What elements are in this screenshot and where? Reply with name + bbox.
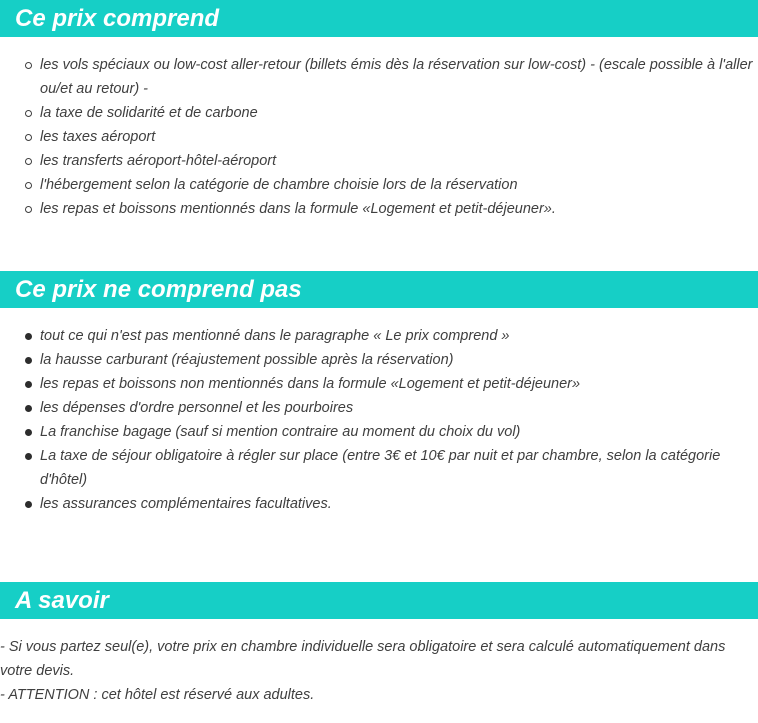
circle-bullet-icon xyxy=(25,182,32,189)
list-item xyxy=(0,372,758,396)
circle-bullet-icon xyxy=(25,62,32,69)
excludes-list xyxy=(0,324,758,516)
list-item-text: les repas et boissons mentionnés dans la formule «Logement et petit-déjeuner». xyxy=(40,201,556,217)
list-item xyxy=(0,492,758,516)
list-item xyxy=(0,396,758,420)
list-item-text: l'hébergement selon la catégorie de chambre choisie lors de la réservation xyxy=(40,177,518,193)
list-item xyxy=(0,149,758,173)
list-item xyxy=(0,324,758,348)
list-item-text: la taxe de solidarité et de carbone xyxy=(40,105,258,121)
list-item xyxy=(0,53,758,101)
list-item xyxy=(0,197,758,221)
disc-bullet-icon xyxy=(25,501,32,508)
list-item xyxy=(0,173,758,197)
list-item-text: La franchise bagage (sauf si mention contraire au moment du choix du vol) xyxy=(40,424,521,440)
disc-bullet-icon xyxy=(25,333,32,340)
circle-bullet-icon xyxy=(25,206,32,213)
circle-bullet-icon xyxy=(25,134,32,141)
list-item xyxy=(0,101,758,125)
info-text xyxy=(0,635,758,707)
disc-bullet-icon xyxy=(25,429,32,436)
section-title-excludes: Ce prix ne comprend pas xyxy=(0,271,758,308)
info-line: - ATTENTION : cet hôtel est réservé aux adultes. xyxy=(0,687,315,703)
list-item-text: les repas et boissons non mentionnés dans la formule «Logement et petit-déjeuner» xyxy=(40,376,581,392)
list-item-text: les vols spéciaux ou low-cost aller-retour (billets émis dès la réservation sur low-cost) - (escale possible à l'aller ou/et au retour) - xyxy=(40,57,753,97)
list-item-text: les transferts aéroport-hôtel-aéroport xyxy=(40,153,277,169)
list-item xyxy=(0,125,758,149)
list-item-text: la hausse carburant (réajustement possible après la réservation) xyxy=(40,352,454,368)
disc-bullet-icon xyxy=(25,357,32,364)
list-item-text: La taxe de séjour obligatoire à régler sur place (entre 3€ et 10€ par nuit et par chambre, selon la catégorie d'hôtel) xyxy=(40,448,721,488)
disc-bullet-icon xyxy=(25,381,32,388)
list-item-text: les assurances complémentaires facultatives. xyxy=(40,496,332,512)
list-item-text: les dépenses d'ordre personnel et les pourboires xyxy=(40,400,354,416)
list-item xyxy=(0,348,758,372)
section-title-includes: Ce prix comprend xyxy=(0,0,758,37)
circle-bullet-icon xyxy=(25,110,32,117)
list-item xyxy=(0,444,758,492)
section-title-info: A savoir xyxy=(0,582,758,619)
includes-list xyxy=(0,53,758,221)
disc-bullet-icon xyxy=(25,453,32,460)
disc-bullet-icon xyxy=(25,405,32,412)
circle-bullet-icon xyxy=(25,158,32,165)
info-line: - Si vous partez seul(e), votre prix en chambre individuelle sera obligatoire et sera calculé automatiquement dans votre devis. xyxy=(0,639,726,679)
list-item xyxy=(0,420,758,444)
list-item-text: tout ce qui n'est pas mentionné dans le paragraphe « Le prix comprend » xyxy=(40,328,510,344)
list-item-text: les taxes aéroport xyxy=(40,129,156,145)
